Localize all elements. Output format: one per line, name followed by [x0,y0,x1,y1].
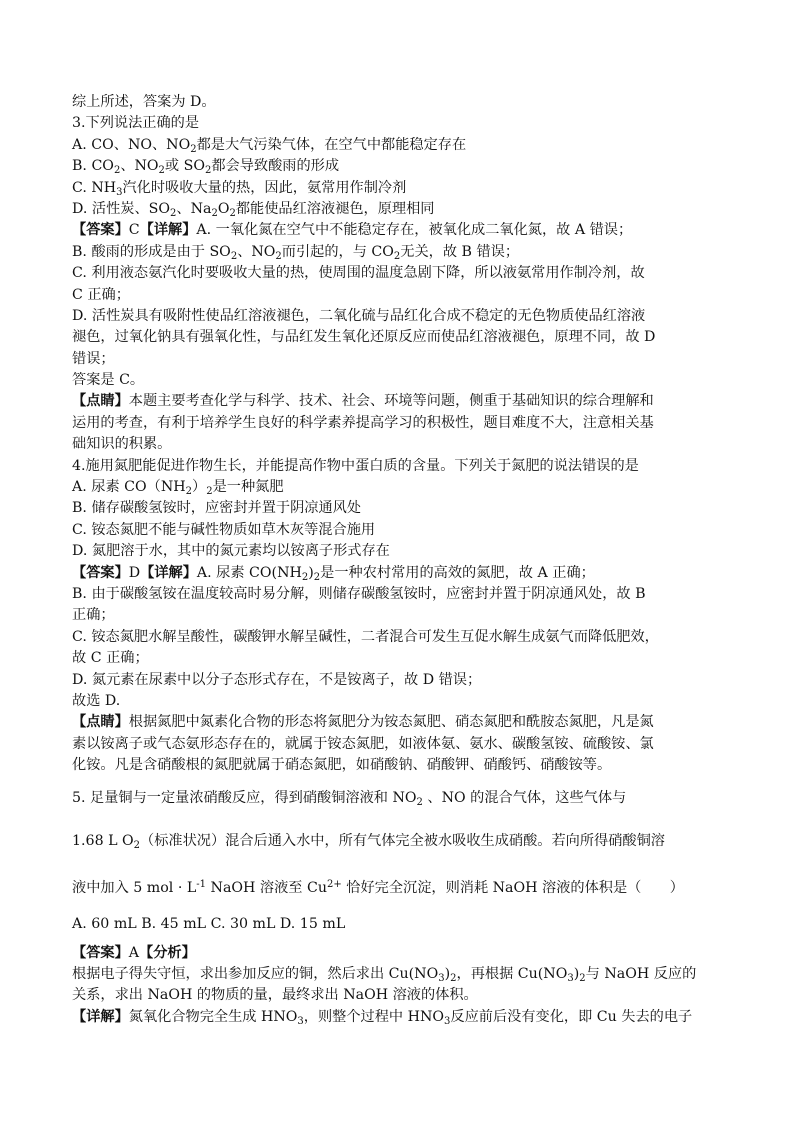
subscript: 2 [133,839,141,851]
text-segment: D. 氮肥溶于水，其中的氮元素均以铵离子形式存在 [72,543,390,560]
text-line [72,391,724,412]
text-segment: 汽化时吸收大量的热，因此，氨常用作制冷剂 [122,179,407,196]
text-segment: 本题主要考查化学与科学、技术、社会、环境等问题，侧重于基础知识的综合理解和 [128,393,654,410]
text-line [72,985,724,1006]
subscript: 3 [297,1015,304,1027]
subscript: 2 [313,571,321,583]
text-segment: 错误； [72,350,115,367]
text-segment: 化铵。凡是含硝酸根的氮肥就属于硝态氮肥，如硝酸钠、硝酸钾、硝酸钙、硝酸铵等。 [72,757,612,774]
text-segment: A. 尿素 CO(NH [196,564,302,581]
text-line [72,434,724,455]
text-segment: 都是大气污染气体，在空气中都能稳定存在 [196,136,467,153]
subscript: 2 [170,207,177,219]
text-segment: 、NO [237,243,276,260]
text-segment: D. 氮元素在尿素中以分子态形式存在，不是铵离子，故 D 错误； [72,671,482,688]
bracket-heading: 【详解】 [140,564,197,581]
text-line [72,863,724,906]
text-segment: 是一种氮肥 [212,479,284,496]
subscript: 2 [393,250,401,262]
text-segment: C 正确； [72,286,130,303]
bracket-heading: 【点睛】 [72,393,129,410]
text-segment: A [128,944,140,961]
text-line [72,520,724,541]
text-segment: 或 SO [164,158,205,175]
text-segment: 根据电子得失守恒，求出参加反应的铜，然后求出 Cu(NO [72,965,439,982]
text-line [72,820,724,863]
text-segment: 5. 足量铜与一定量浓硝酸反应，得到硝酸铜溶液和 NO [72,789,417,806]
text-line [72,370,724,391]
text-segment: D. 活性炭、SO [72,200,170,217]
text-line [72,605,724,626]
text-segment: A. CO、NO、NO [72,136,191,153]
bracket-heading: 【答案】 [72,944,129,961]
text-line [72,242,724,263]
text-segment: 关系，求出 NaOH 的物质的量，最终求出 NaOH 溶液的体积。 [72,987,478,1004]
text-segment: 素以铵离子或气态氨形态存在的，就属于铵态氮肥，如液体氨、氨水、碳酸氢铵、硫酸铵、氯 [72,735,654,752]
text-line [72,199,724,220]
text-segment: C [128,222,140,239]
text-segment: B. CO [72,158,114,175]
bracket-heading: 【详解】 [139,222,197,239]
superscript: 2+ [327,878,342,890]
text-segment: C. 铵态氮肥水解呈酸性，碳酸钾水解呈碱性，二者混合可发生互促水解生成氨气而降低肥效， [72,628,659,645]
subscript: 2 [579,972,586,984]
text-line [72,156,724,177]
text-segment: （标准状况）混合后通入水中，所有气体完全被水吸收生成硝酸。若向所得硝酸铜溶 [140,832,665,849]
text-segment: C. 利用液态氨汽化时要吸收大量的热，使周围的温度急剧下降，所以液氨常用作制冷剂，故 [72,265,645,282]
subscript: 3 [116,186,123,198]
text-segment: 根据氮肥中氮素化合物的形态将氮肥分为铵态氮肥、硝态氮肥和酰胺态氮肥，凡是氮 [128,714,654,731]
text-line [72,349,724,370]
subscript: 2 [450,972,457,984]
text-segment: 综上所述，答案为 D。 [72,94,216,110]
subscript: 2 [190,143,197,155]
document-body [72,92,724,1028]
subscript: 2 [211,207,218,219]
subscript: 2 [275,250,282,262]
subscript: 3 [438,972,445,984]
bracket-heading: 【答案】 [72,564,129,581]
text-line [72,777,724,820]
text-line [72,327,724,348]
text-line [72,413,724,434]
text-line [72,627,724,648]
text-line [72,734,724,755]
text-segment: D. 活性炭具有吸附性使品红溶液褪色，二氧化硫与品红化合成不稳定的无色物质使品红溶液 [72,307,646,324]
text-line [72,943,724,964]
bracket-heading: 【详解】 [72,1008,129,1025]
text-segment: NaOH 溶液至 Cu [206,879,327,896]
text-segment: C. 铵态氮肥不能与碱性物质如草木灰等混合施用 [72,521,376,538]
text-line [72,113,724,134]
text-line [72,541,724,562]
text-segment: D [128,564,141,581]
subscript: 3 [567,972,574,984]
text-line [72,178,724,199]
text-segment: O [217,200,230,217]
text-line [72,563,724,584]
text-segment: ) [308,564,314,581]
text-segment: 都会导致酸雨的形成 [211,158,340,175]
text-segment: 氮氧化合物完全生成 HNO [128,1008,298,1025]
text-segment: ，再根据 Cu(NO [456,965,568,982]
text-line [72,755,724,776]
text-segment: ) [444,965,451,982]
text-segment: 、Na [176,200,212,217]
text-segment: 都能使品红溶液褪色，原理相同 [235,200,435,217]
subscript: 2 [416,796,423,808]
text-line [72,92,724,113]
text-segment: 答案是 C。 [72,372,145,389]
superscript: -1 [196,878,207,890]
text-segment: 反应前后没有变化，即 Cu 失去的电子 [450,1008,693,1025]
text-segment: 正确； [72,607,115,624]
text-segment: 恰好完全沉淀，则消耗 NaOH 溶液的体积是（ ） [341,879,684,896]
text-segment: ，则整个过程中 HNO [303,1008,445,1025]
subscript: 2 [158,165,165,177]
text-segment: 础知识的积累。 [72,436,172,453]
text-segment: B. 由于碳酸氢铵在温度较高时易分解，则储存碳酸氢铵时，应密封并置于阴凉通风处，故 B [72,585,646,602]
text-segment: 、NO [120,158,159,175]
subscript: 2 [185,486,192,498]
text-segment: C. NH [72,179,117,196]
text-segment: 与 NaOH 反应的 [585,965,697,982]
subscript: 2 [230,250,238,262]
text-line [72,456,724,477]
text-line [72,263,724,284]
text-segment: 液中加入 5 mol · L [72,879,197,896]
text-segment: ） [192,479,207,496]
text-line [72,220,724,241]
text-line [72,306,724,327]
text-segment: ) [573,965,580,982]
text-segment: 3.下列说法正确的是 [72,115,200,132]
bracket-heading: 【答案】 [72,222,129,239]
subscript: 3 [444,1015,451,1027]
bracket-heading: 【点睛】 [72,714,129,731]
text-segment: B. 酸雨的形成是由于 SO [72,243,231,260]
text-line [72,135,724,156]
text-line [72,906,724,943]
text-segment: B. 储存碳酸氢铵时，应密封并置于阴凉通风处 [72,500,362,517]
subscript: 2 [206,486,213,498]
text-line [72,1007,724,1028]
bracket-heading: 【分析】 [139,944,196,961]
text-segment: 故 C 正确； [72,650,149,667]
text-line [72,584,724,605]
subscript: 2 [113,165,121,177]
text-segment: 4.施用氮肥能促进作物生长，并能提高作物中蛋白质的含量。下列关于氮肥的说法错误的是 [72,457,639,474]
text-line [72,712,724,733]
subscript: 2 [204,165,212,177]
text-segment: A. 尿素 CO（NH [72,479,186,496]
text-line [72,477,724,498]
text-line [72,648,724,669]
text-segment: A. 一氧化氮在空气中不能稳定存在，被氧化成二氧化氮，故 A 错误； [196,222,633,239]
text-segment: 是一种农村常用的高效的氮肥，故 A 正确； [320,564,595,581]
text-segment: 、NO 的混合气体，这些气体与 [422,789,627,806]
text-line [72,285,724,306]
text-segment: A. 60 mL B. 45 mL C. 30 mL D. 15 mL [72,915,346,932]
subscript: 2 [229,207,236,219]
text-line [72,964,724,985]
text-line [72,691,724,712]
text-segment: 故选 D. [72,692,121,709]
text-segment: 1.68 L O [72,832,134,849]
subscript: 2 [301,571,309,583]
text-line [72,498,724,519]
text-line [72,670,724,691]
text-segment: 无关，故 B 错误； [400,243,520,260]
text-segment: 运用的考查，有利于培养学生良好的科学素养提高学习的积极性，题目难度不大，注意相关基 [72,414,654,431]
text-segment: 而引起的，与 CO [281,243,394,260]
text-segment: 褪色，过氧化钠具有强氧化性，与品红发生氧化还原反应而使品红溶液褪色，原理不同，故 D [72,329,656,346]
